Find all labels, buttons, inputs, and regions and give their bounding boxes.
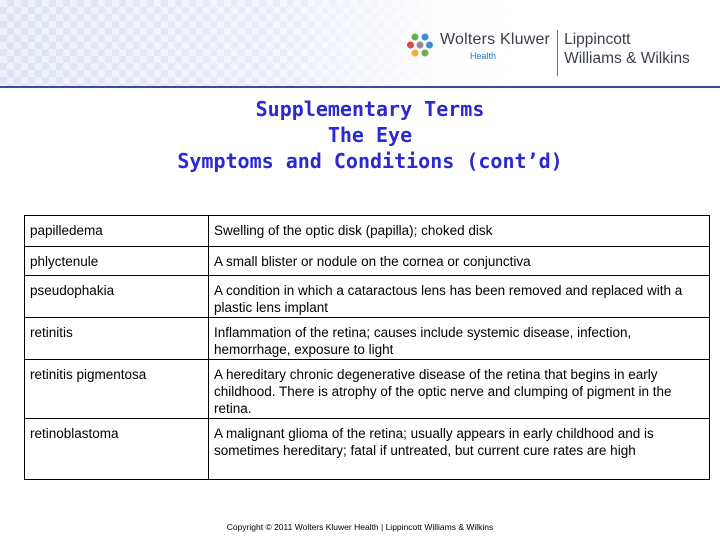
publisher-line2: Williams & Wilkins: [564, 50, 690, 67]
title-line-2: The Eye: [327, 123, 413, 147]
brand-name: Wolters Kluwer: [440, 31, 551, 48]
table-row: [25, 419, 710, 480]
table-row: [25, 276, 710, 318]
term-cell: phlyctenule: [25, 247, 209, 276]
table-row: [25, 360, 710, 419]
definition-cell: A condition in which a cataractous lens has been removed and replaced with a plastic lens implant: [209, 276, 710, 318]
table-row: [25, 216, 710, 247]
term-cell: retinitis: [25, 318, 209, 360]
copyright-footer: Copyright © 2011 Wolters Kluwer Health | Lippincott Williams & Wilkins: [226, 522, 494, 532]
wolters-kluwer-logo-icon: [406, 31, 434, 59]
definition-cell: A small blister or nodule on the cornea or conjunctiva: [209, 247, 710, 276]
definition-cell: Inflammation of the retina; causes include systemic disease, infection, hemorrhage, exposure to light: [209, 318, 710, 360]
term-cell: papilledema: [25, 216, 209, 247]
table-row: [25, 318, 710, 360]
table-row: [25, 247, 710, 276]
term-cell: retinoblastoma: [25, 419, 209, 480]
page-title: [0, 96, 720, 174]
definition-cell: A hereditary chronic degenerative disease of the retina that begins in early childhood. There is atrophy of the optic nerve and clumping of pigment in the retina.: [209, 360, 710, 419]
definition-cell: Swelling of the optic disk (papilla); choked disk: [209, 216, 710, 247]
term-cell: retinitis pigmentosa: [25, 360, 209, 419]
term-cell: pseudophakia: [25, 276, 209, 318]
title-line-1: Supplementary Terms: [255, 97, 485, 121]
logo-divider: [557, 30, 558, 76]
terms-table: [24, 215, 710, 480]
publisher-logo: [406, 30, 690, 78]
title-line-3: Symptoms and Conditions (cont’d): [177, 149, 563, 173]
header-rule: [0, 86, 720, 88]
definition-cell: A malignant glioma of the retina; usually appears in early childhood and is sometimes hereditary; fatal if untreated, but current cure rates are high: [209, 419, 710, 480]
publisher-line1: Lippincott: [564, 31, 631, 48]
brand-sub: Health: [470, 51, 497, 61]
